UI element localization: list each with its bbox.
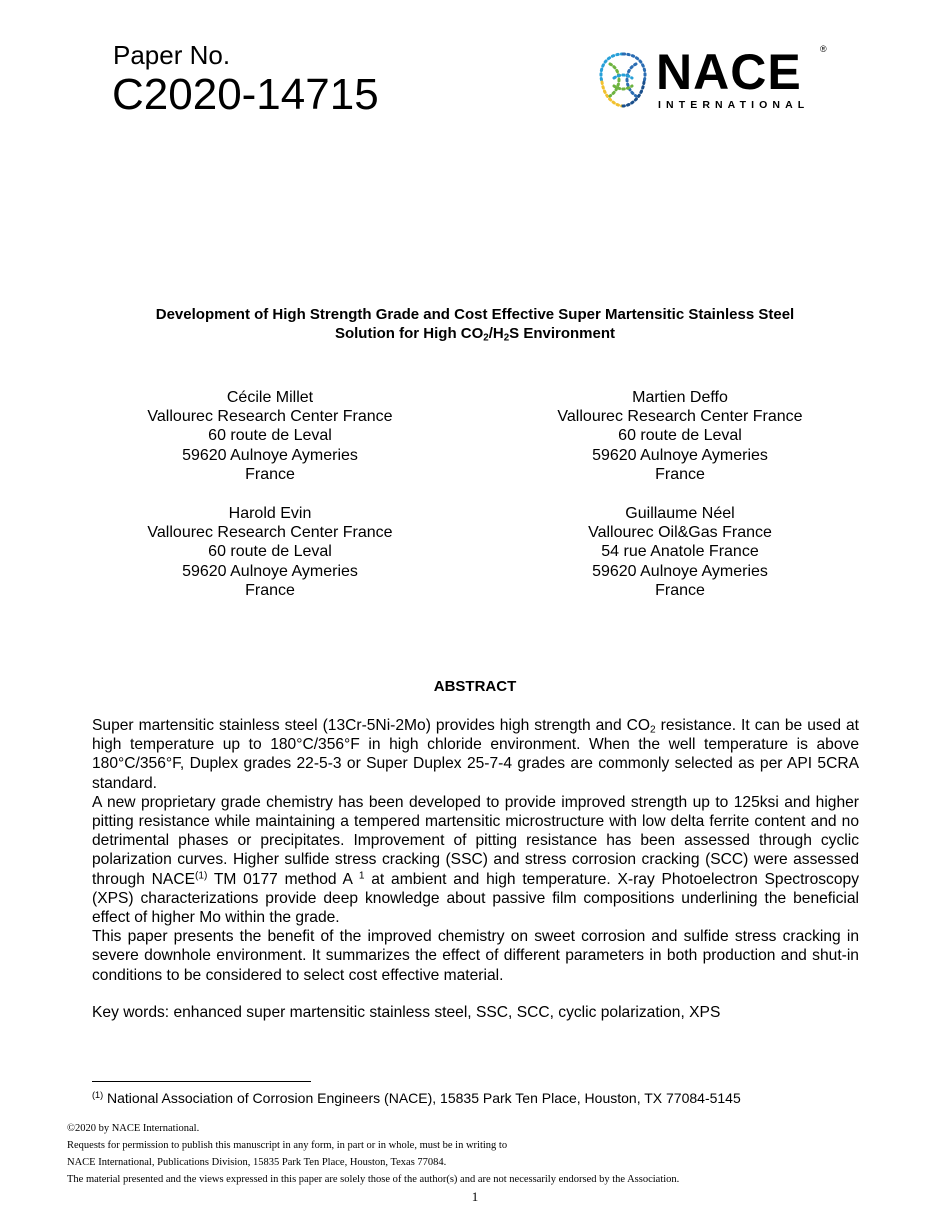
author-org: Vallourec Research Center France (557, 408, 803, 426)
paper-number: C2020-14715 (112, 70, 379, 119)
title-line-2: Solution for High $CO_2/H_2S$ Environment (334, 325, 616, 344)
copyright-line: Requests for permission to publish this manuscript in any form, in part or in whole, must be in writing to (67, 1140, 508, 1151)
author-country: France (655, 465, 705, 483)
footnote-text: National Association of Corrosion Engineers (NACE), 15835 Park Ten Place, Houston, TX 77084-5145 (103, 1090, 741, 1106)
author-block (100, 388, 440, 484)
author-block (100, 504, 440, 600)
author-address: 60 route de Leval (618, 427, 742, 445)
author-name: Guillaume Néel (625, 505, 735, 522)
logo-registered-mark: ® (820, 44, 827, 54)
title-line-1: Development of High Strength Grade and Cost Effective Super Martensitic Stainless Steel (155, 306, 795, 323)
author-org: Vallourec Oil&Gas France (588, 524, 772, 542)
copyright-line: The material presented and the views expressed in this paper are solely those of the author(s) and are not necessarily endorsed by the Association. (67, 1174, 680, 1185)
copyright-notice (67, 1120, 927, 1188)
footnote-divider (92, 1081, 311, 1082)
author-name: Harold Evin (228, 505, 312, 522)
author-org: Vallourec Research Center France (147, 408, 393, 426)
author-city: 59620 Aulnoye Aymeries (592, 562, 768, 580)
author-block (510, 388, 850, 484)
abstract-paragraph: A new proprietary grade chemistry has been developed to provide improved strength up to 125ksi and higher pitting resistance while maintaining a tempered martensitic microstructure with low delta ferrite content and no detrimental phases or precipitates. Improvement of pitting resistance has been assessed through cyclic polarization curves. Higher sulfide stress cracking (SSC) and stress corrosion cracking (SCC) were assessed through NACE$^{(1)}$ TM 0177 method A $^1$ at ambient and high temperature. X-ray Photoelectron Spectroscopy (XPS) characterizations provide deep knowledge about passive film compositions underlining the beneficial effect of higher Mo within the grade. (92, 793, 860, 927)
footnote-marker: (1) (92, 1090, 104, 1100)
logo-wordmark: NACE (656, 44, 802, 100)
author-address: 60 route de Leval (208, 543, 332, 561)
logo-subtitle: INTERNATIONAL (658, 99, 810, 111)
author-country: France (245, 465, 295, 483)
author-address: 54 rue Anatole France (601, 543, 759, 561)
abstract-heading: ABSTRACT (433, 678, 517, 695)
paper-title (90, 305, 860, 343)
author-city: 59620 Aulnoye Aymeries (592, 446, 768, 464)
author-city: 59620 Aulnoye Aymeries (182, 446, 358, 464)
copyright-line: NACE International, Publications Division, 15835 Park Ten Place, Houston, Texas 77084. (67, 1157, 447, 1168)
author-name: Cécile Millet (226, 389, 314, 406)
abstract-paragraph: Super martensitic stainless steel (13Cr-5Ni-2Mo) provides high strength and $CO_2$ resistance. It can be used at high temperature up to 180°C/356°F in high chloride environment. When the well temperature is above 180°C/356°F, Duplex grades 22-5-3 or Super Duplex 25-7-4 grades are commonly selected as per API 5CRA standard. (92, 717, 860, 792)
abstract-paragraph: This paper presents the benefit of the improved chemistry on sweet corrosion and sulfide stress cracking in severe downhole environment. It summarizes the effect of different parameters in both production and shut-in conditions to be considered to select cost effective material. (92, 928, 859, 984)
nace-logo-mark-icon (592, 48, 654, 112)
nace-logo (592, 44, 832, 114)
author-country: France (245, 581, 295, 599)
author-block (510, 504, 850, 600)
copyright-line: ©2020 by NACE International. (67, 1123, 200, 1134)
author-name: Martien Deffo (632, 389, 728, 406)
page-number: 1 (471, 1189, 479, 1204)
footnote (92, 1089, 741, 1107)
keywords: Key words: enhanced super martensitic stainless steel, SSC, SCC, cyclic polarization, XPS (92, 1004, 721, 1021)
author-address: 60 route de Leval (208, 427, 332, 445)
abstract-body (92, 716, 859, 985)
author-country: France (655, 581, 705, 599)
paper-label: Paper No. (113, 40, 231, 70)
author-city: 59620 Aulnoye Aymeries (182, 562, 358, 580)
author-org: Vallourec Research Center France (147, 524, 393, 542)
